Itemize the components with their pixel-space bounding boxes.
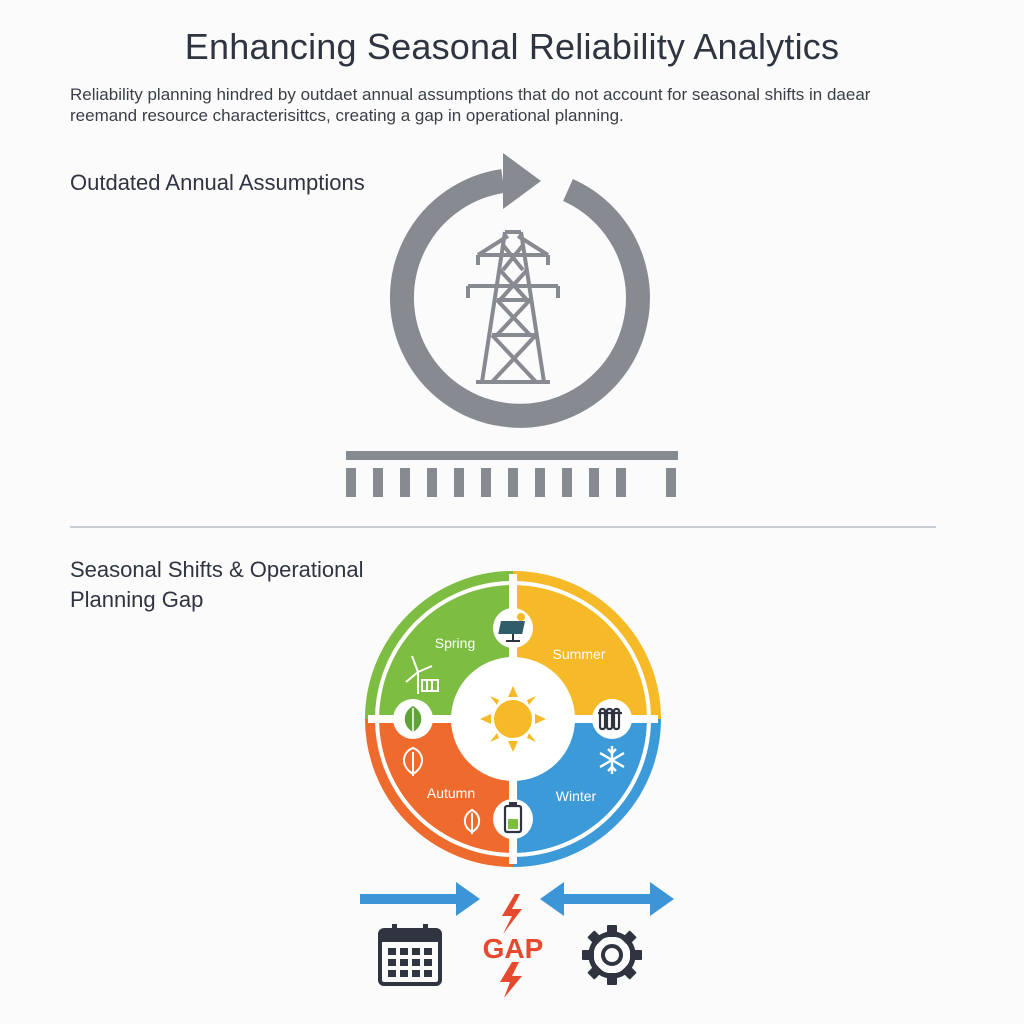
radiator-icon <box>592 699 632 739</box>
section-heading-seasonal-line-2: Planning Gap <box>70 587 204 612</box>
lightning-top-icon <box>502 894 522 934</box>
season-label-autumn: Autumn <box>426 785 476 801</box>
section-heading-seasonal-line-1: Seasonal Shifts & Operational <box>70 557 364 582</box>
timeline-bar-icon <box>346 451 678 497</box>
section-heading-annual-text: Outdated Annual Assumptions <box>70 170 365 195</box>
page-title: Enhancing Seasonal Reliability Analytics <box>184 26 840 67</box>
lightning-bottom-icon <box>500 962 522 998</box>
subtitle-line-2: reemand resource characterisittcs, creating a gap in operational planning. <box>70 106 624 125</box>
gap-label: GAP <box>482 933 544 964</box>
double-arrow-icon <box>540 882 674 916</box>
season-label-summer: Summer <box>552 646 606 662</box>
transmission-tower-icon <box>468 232 558 382</box>
season-label-spring: Spring <box>434 635 476 651</box>
arrow-right-icon <box>360 882 480 916</box>
season-label-winter: Winter <box>555 788 597 804</box>
leaf-badge-icon <box>393 699 433 739</box>
subtitle-line-1: Reliability planning hindred by outdaet annual assumptions that do not account for seasonal shifts in daear <box>70 85 871 104</box>
solar-panel-icon <box>493 608 533 648</box>
battery-icon <box>493 799 533 839</box>
gear-icon <box>582 925 642 985</box>
calendar-icon <box>380 924 440 984</box>
